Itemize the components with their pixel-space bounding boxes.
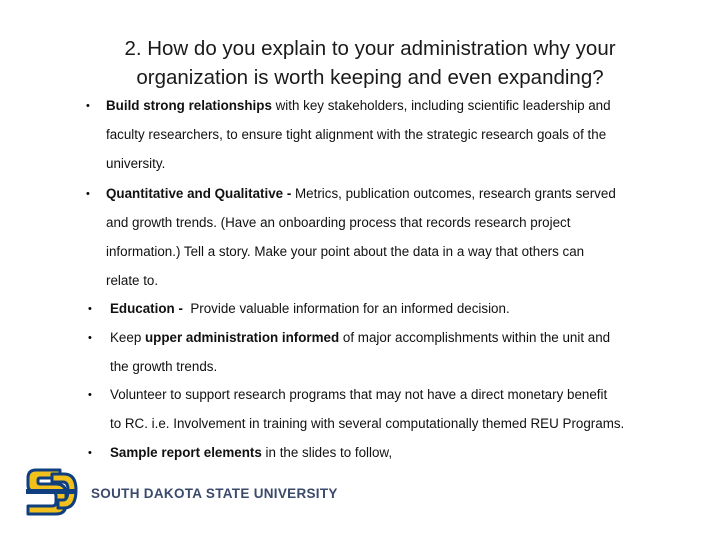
university-logo-icon: [22, 462, 80, 520]
item-5-line-2: to RC. i.e. Involvement in training with several computationally themed REU Programs.: [110, 416, 625, 431]
item-3-line-1: [110, 301, 510, 316]
item-3-text: Provide valuable information for an informed decision.: [182, 301, 510, 316]
item-6-bold: Sample report elements: [110, 445, 262, 460]
bullet-icon: •: [88, 332, 92, 344]
item-2-line-3: information.) Tell a story. Make your point about the data in a way that others can: [106, 244, 585, 259]
bullet-icon: •: [88, 389, 92, 401]
item-6-line-1: [110, 445, 392, 460]
item-1-line-1: [106, 98, 611, 113]
item-1-line-2: faculty researchers, to ensure tight alignment with the strategic research goals of the: [106, 127, 607, 142]
bullet-icon: •: [88, 303, 92, 315]
title-line-1: 2. How do you explain to your administration why your: [124, 37, 616, 60]
bullet-icon: •: [86, 188, 90, 200]
bullet-icon: •: [88, 447, 92, 459]
item-4-pre: Keep: [110, 330, 145, 345]
item-4-bold: upper administration informed: [145, 330, 340, 345]
footer: [0, 462, 720, 540]
item-1-line-3: university.: [106, 156, 166, 171]
bullet-icon: •: [86, 100, 90, 112]
item-2-line-1: [106, 186, 616, 201]
item-6-text: in the slides to follow,: [261, 445, 393, 460]
university-name: SOUTH DAKOTA STATE UNIVERSITY: [91, 486, 338, 501]
item-1-text: with key stakeholders, including scientific leadership and: [271, 98, 611, 113]
item-2-line-2: and growth trends. (Have an onboarding process that records research project: [106, 215, 571, 230]
slide-title: [60, 34, 680, 92]
title-line-2: organization is worth keeping and even expanding?: [136, 66, 604, 89]
item-2-line-4: relate to.: [106, 273, 159, 288]
item-3-bold: Education -: [110, 301, 183, 316]
item-2-bold: Quantitative and Qualitative -: [106, 186, 292, 201]
item-4-line-2: the growth trends.: [110, 359, 218, 374]
item-4-line-1: [110, 330, 610, 345]
item-4-text: of major accomplishments within the unit and: [339, 330, 611, 345]
item-5-line-1: Volunteer to support research programs that may not have a direct monetary benefit: [110, 387, 608, 402]
item-1-bold: Build strong relationships: [106, 98, 272, 113]
item-2-text: Metrics, publication outcomes, research grants served: [291, 186, 616, 201]
